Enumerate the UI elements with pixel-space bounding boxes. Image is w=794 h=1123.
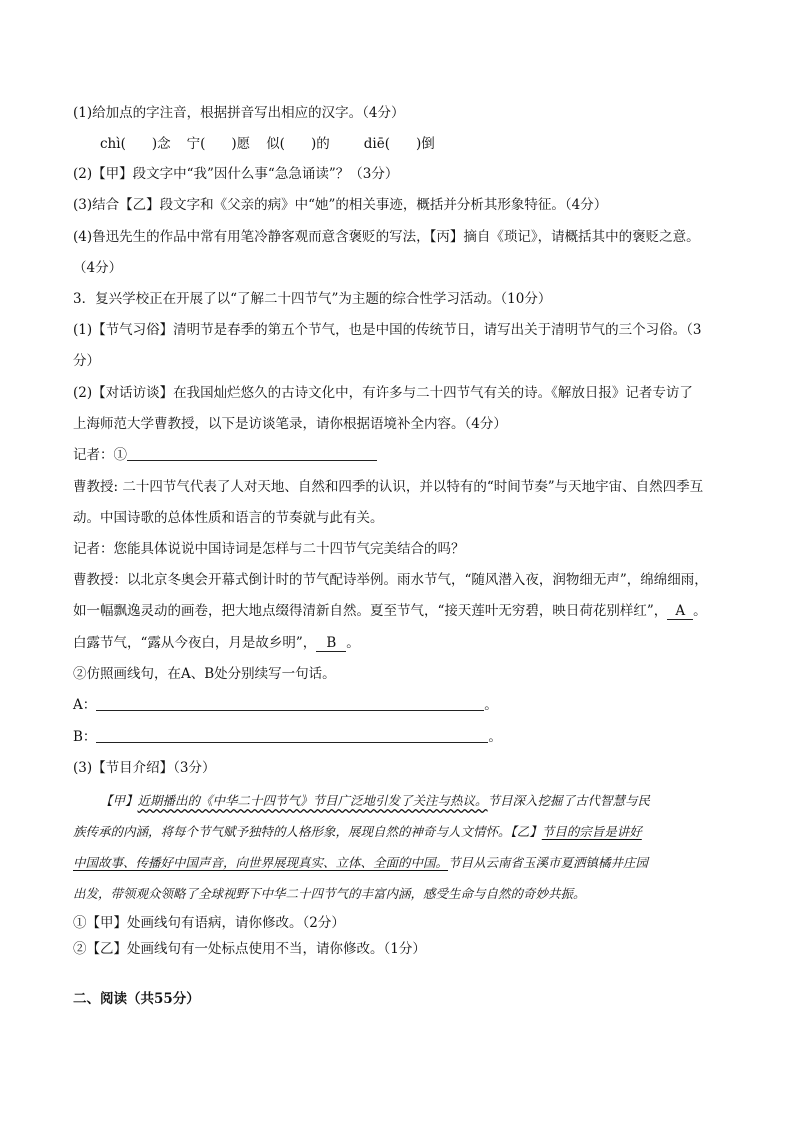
word-b: 宁( [186,136,206,152]
question-4-line-2: （4分） [73,260,123,276]
s3-1-line-1: (1)【节气习俗】清明节是春季的第五个节气，也是中国的传统节日，请写出关于清明节气的三个习俗。（3 [73,322,702,338]
s3-2-line-1: (2)【对话访谈】在我国灿烂悠久的古诗文化中，有许多与二十四节气有关的诗。《解放日报》记者专访了 [73,385,693,401]
answer-blank-1[interactable] [127,446,377,461]
s3-3-title: (3)【节目介绍】（3分） [73,760,216,776]
word-c-close: )的 [310,136,330,152]
imitate-instruction: ②仿照画线句，在A、B处分别续写一句话。 [73,666,336,682]
cao-answer-1-line-2: 动。中国诗歌的总体性质和语言的节奏就与此有关。 [73,510,384,526]
period-a: 。 [693,603,707,619]
pinyin-d: diē( [363,136,390,152]
pinyin-a-close: )念 [151,136,171,152]
blank-a[interactable]: A [667,603,693,620]
pinyin-a: chì( [100,136,126,152]
program-para-line-1-rest: 节目深入挖掘了古代智慧与民 [487,793,651,808]
wavy-sentence: 近期播出的《中华二十四节气》节目广泛地引发了关注与热议。 [137,793,488,808]
pinyin-row [100,134,435,154]
jia-marker: 【甲】 [100,793,138,808]
program-para-line-3 [73,853,648,873]
task-1: ①【甲】处画线句有语病，请你修改。（2分） [73,915,345,931]
answer-b-label: B： [73,729,97,745]
question-2-line: (2)【甲】段文字中“我”因什么事“急急诵读”？（3分） [73,166,399,182]
question-4-line-1: (4)鲁迅先生的作品中常有用笔冷静客观而意含褒贬的写法，【丙】摘自《琐记》，请概括其中的褒贬之意。 [73,229,700,245]
yi-underlined-part-1: 节目的宗旨是讲好 [541,824,642,839]
cao-answer-2-line-2-text: 如一幅飘逸灵动的画卷，把大地点缀得清新自然。夏至节气，“接天莲叶无穷碧，映日荷花别样红”， [73,603,668,619]
answer-a-period: 。 [484,697,498,713]
answer-a-input[interactable] [96,696,484,711]
word-c: 似( [266,136,285,152]
section-3-title: 3．复兴学校正在开展了以“了解二十四节气”为主题的综合性学习活动。（10分） [73,291,552,307]
answer-a-label: A： [73,697,97,713]
program-para-line-2-text: 族传承的内涵，将每个节气赋予独特的人格形象，展现自然的神奇与人文情怀。【乙】 [73,824,542,839]
cao-answer-2-line-1: 曹教授：以北京冬奥会开幕式倒计时的节气配诗举例。雨水节气，“随风潜入夜，润物细无声”，绵绵细雨， [73,572,708,588]
program-para-line-2 [73,822,642,842]
answer-b-row [73,727,502,747]
program-para-line-1 [100,791,650,811]
blank-b[interactable]: B [316,635,346,652]
s3-2-line-2: 上海师范大学曹教授，以下是访谈笔录，请你根据语境补全内容。（4分） [73,416,507,432]
question-1-line: (1)给加点的字注音，根据拼音写出相应的汉字。（4分） [73,105,405,121]
reporter-question-1 [73,445,377,465]
word-b-close: )愿 [231,136,251,152]
program-para-line-3-rest: 节目从云南省玉溪市夏洒镇橘井庄园 [448,855,649,870]
question-3-line: (3)结合【乙】段文字和《父亲的病》中“她”的相关事迹，概括并分析其形象特征。（4分） [73,197,608,213]
cao-answer-1-line-1: 曹教授: 二十四节气代表了人对天地、自然和四季的认识，并以特有的“时间节奏”与天地宇宙、自然四季互 [73,479,704,495]
section-2-heading: 二、阅读（共55分） [73,991,200,1007]
cao-answer-2-line-3 [73,633,360,653]
reporter-question-2: 记者：您能具体说说中国诗词是怎样与二十四节气完美结合的吗？ [73,541,465,557]
cao-answer-2-line-2 [73,601,707,621]
yi-underlined-part-2: 中国故事、传播好中国声音，向世界展现真实、立体、全面的中国。 [73,855,449,870]
answer-a-row [73,695,498,715]
cao-answer-2-line-3-text: 白露节气，“露从今夜白，月是故乡明”， [73,635,317,651]
reporter-label-1: 记者：① [73,447,127,463]
answer-b-period: 。 [488,729,502,745]
answer-b-input[interactable] [96,728,488,743]
s3-1-line-2: 分） [73,353,100,369]
pinyin-d-close: )倒 [415,136,435,152]
program-para-line-4: 出发，带领观众领略了全球视野下中华二十四节气的丰富内涵，感受生命与自然的奇妙共振。 [73,886,586,901]
period-b: 。 [346,635,360,651]
task-2: ②【乙】处画线句有一处标点使用不当，请你修改。（1分） [73,941,426,957]
